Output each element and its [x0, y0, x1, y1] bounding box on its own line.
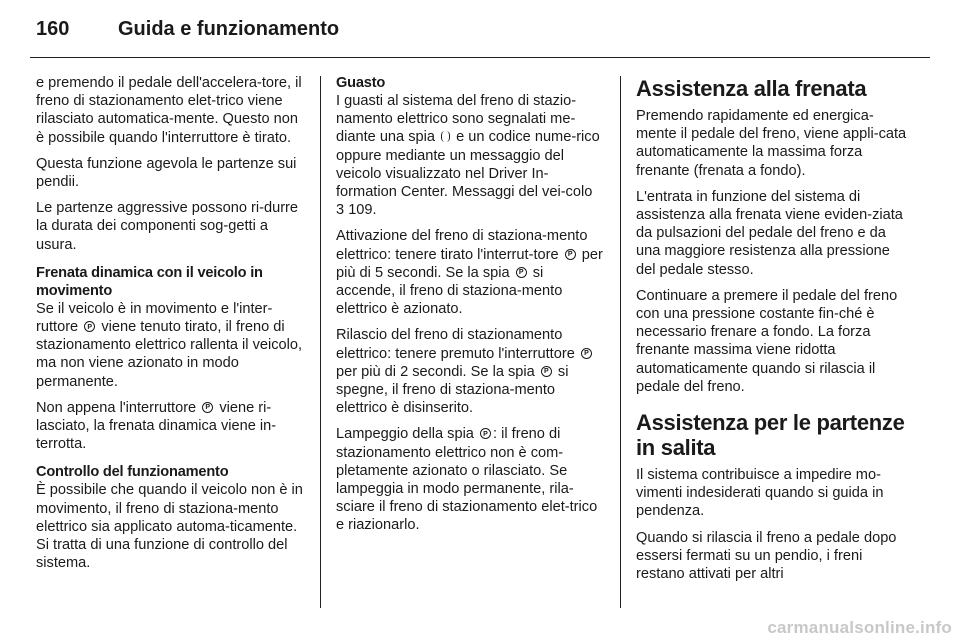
text-span: : il freno di stazionamento elettrico non è com-pletamente azionato o rilasciato. Se lampeggia in modo permanente, rila-sciare il freno di stazionamento elet-trico e riazionarlo.	[336, 426, 598, 534]
text-span: per più di 5 secondi. Se la spia	[336, 246, 603, 281]
text-span: Se il veicolo è in movimento e l'inter-ruttore	[36, 300, 273, 336]
section-heading-brake-assist: Assistenza alla frenata	[636, 76, 867, 101]
paragraph: L'entrata in funzione del sistema di assistenza alla frenata viene eviden-ziata da pulsazioni del pedale del freno e da una maggiore resistenza alla pressione del pedale stesso.	[636, 188, 903, 278]
text-span: Attivazione del freno di staziona-mento elettrico: tenere tirato l'interrut-tore	[336, 228, 588, 263]
text-span: Lampeggio della spia	[336, 426, 474, 443]
column-divider	[320, 76, 321, 608]
paragraph: Premendo rapidamente ed energica-mente il pedale del freno, viene appli-cata automaticamente la massima forza frenante (frenata a fondo).	[636, 108, 907, 179]
text-span: viene tenuto tirato, il freno di stazionamento elettrico rallenta il veicolo, ma non viene azionato in modo permanente.	[36, 319, 303, 390]
section-heading-hill-start-assist: Assistenza per le partenze in salita	[636, 410, 905, 461]
text-span: Rilascio del freno di stazionamento elettrico: tenere premuto l'interruttore	[336, 327, 575, 362]
paragraph	[36, 300, 304, 391]
parking-brake-icon	[581, 348, 592, 359]
page-number: 160	[36, 18, 70, 40]
text-span: Non appena l'interruttore	[36, 399, 197, 416]
paragraph: Quando si rilascia il freno a pedale dopo essersi fermati su un pendio, i freni restano attivati per altri	[636, 529, 897, 583]
paragraph: Le partenze aggressive possono ri-durre la durata dei componenti sog-getti a usura.	[36, 200, 299, 253]
parking-brake-icon	[565, 249, 576, 260]
column-divider	[620, 76, 621, 608]
page-reference[interactable]: 109.	[348, 202, 377, 219]
column-middle	[336, 74, 604, 543]
paragraph	[336, 326, 604, 417]
paragraph	[336, 227, 604, 318]
text-span: per più di 2 secondi. Se la spia	[336, 363, 535, 380]
paragraph: e premendo il pedale dell'accelera-tore, il freno di stazionamento elet-trico viene rilasciato automatica-mente. Questo non è possibile quando l'interruttore è tirato.	[36, 75, 302, 146]
parking-brake-icon	[202, 402, 213, 413]
paragraph	[36, 399, 304, 454]
column-left	[36, 74, 304, 580]
text-span: I guasti al sistema del freno di stazio-namento elettrico sono segnalati me-diante una spia	[336, 93, 577, 146]
paragraph: È possibile che quando il veicolo non è in movimento, il freno di staziona-mento elettrico sia applicato automa-ticamente. Si tratta di una funzione di controllo del sistema.	[36, 482, 303, 572]
page-title: Guida e funzionamento	[118, 18, 340, 40]
section-heading-dynamic-braking: Frenata dinamica con il veicolo in movimento	[36, 264, 263, 299]
text-span: si accende, il freno di staziona-mento elettrico è azionato.	[336, 264, 563, 318]
text-span: si spegne, il freno di staziona-mento elettrico è disinserito.	[336, 363, 569, 417]
section-heading-fault: Guasto	[336, 75, 386, 91]
parking-brake-icon	[84, 321, 95, 332]
page-reference-arrow-icon: 3	[336, 202, 345, 219]
parking-brake-icon	[516, 267, 527, 278]
paragraph	[336, 425, 604, 534]
header-divider	[30, 57, 930, 58]
section-heading-function-check: Controllo del funzionamento	[36, 464, 229, 481]
paragraph	[336, 92, 604, 219]
text-span: e un codice nume-rico oppure mediante un messaggio del veicolo visualizzato nel Driver In-formation Center. Messaggi del vei-colo	[336, 129, 600, 201]
paragraph: Questa funzione agevola le partenze sui pendii.	[36, 155, 297, 191]
column-right	[636, 76, 908, 591]
text-span: viene ri-lasciato, la frenata dinamica viene in-terrotta.	[36, 399, 277, 453]
parking-brake-icon	[541, 366, 552, 377]
watermark: carmanualsonline.info	[767, 618, 952, 637]
brake-warning-icon	[441, 131, 450, 142]
paragraph: Il sistema contribuisce a impedire mo-vimenti indesiderati quando si guida in pendenza.	[636, 467, 884, 520]
parking-brake-icon	[480, 428, 491, 439]
page-header	[0, 0, 960, 58]
paragraph: Continuare a premere il pedale del freno con una pressione costante fin-ché è necessario frenare a fondo. La forza frenante massima viene ridotta automaticamente quando si rilascia il pedale del freno.	[636, 287, 898, 395]
